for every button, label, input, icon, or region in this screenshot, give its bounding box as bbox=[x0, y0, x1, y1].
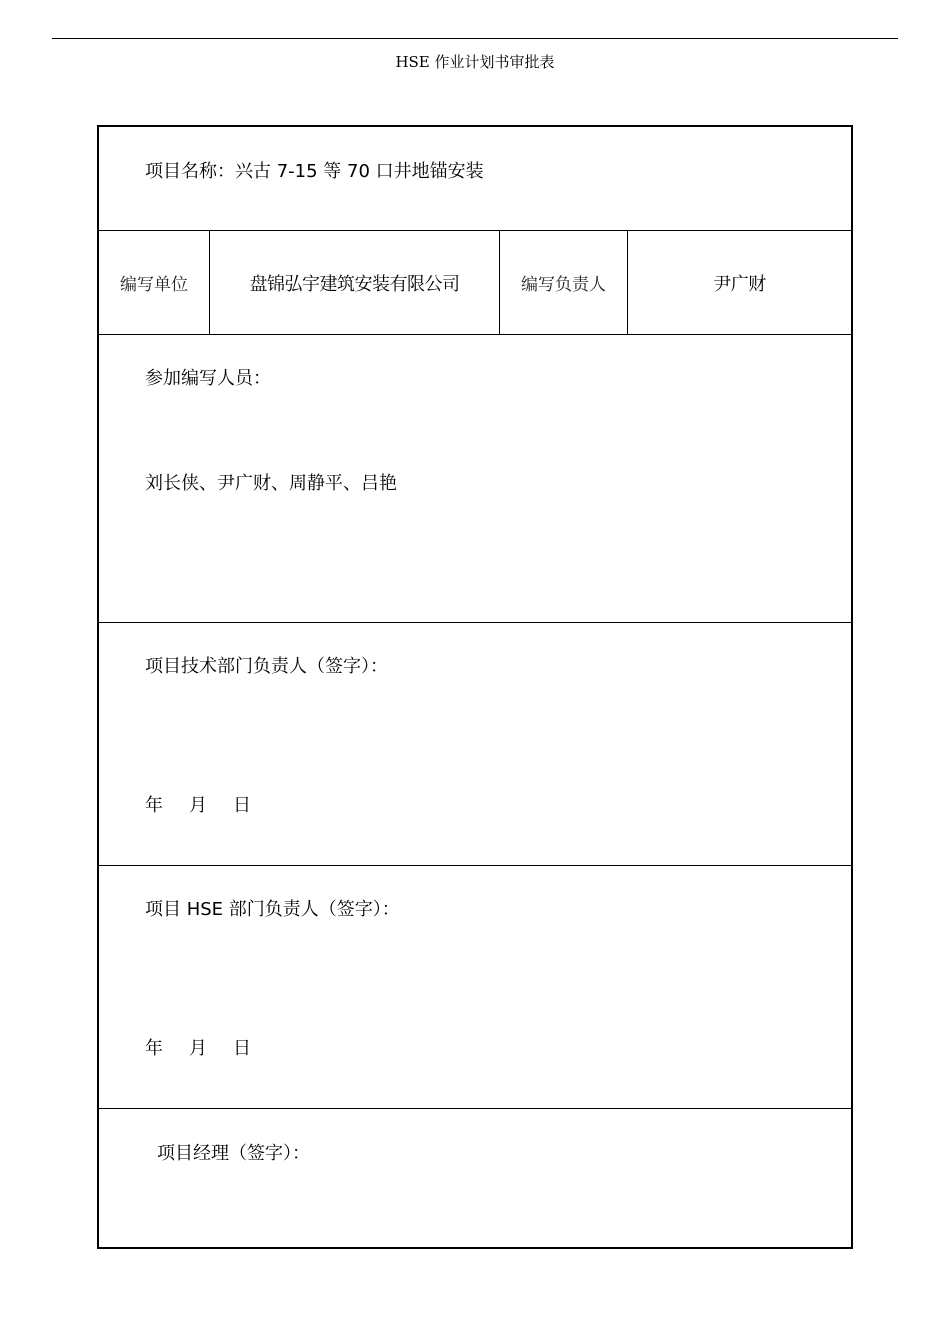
author-row bbox=[99, 230, 851, 334]
author-lead-value-cell bbox=[628, 231, 851, 334]
date-day: 日 bbox=[233, 795, 251, 816]
participants-label: 参加编写人员： bbox=[145, 368, 271, 389]
date-month: 月 bbox=[189, 1038, 207, 1059]
tech-dept-date bbox=[145, 794, 277, 818]
hse-dept-signature-row bbox=[99, 865, 851, 1108]
date-year: 年 bbox=[145, 795, 163, 816]
author-unit-label-cell bbox=[99, 231, 210, 334]
manager-signature-row bbox=[99, 1108, 851, 1249]
author-lead-value: 尹广财 bbox=[713, 273, 766, 295]
hse-dept-label: 项目 HSE 部门负责人（签字）： bbox=[145, 899, 400, 920]
author-unit-value: 盘锦弘宇建筑安装有限公司 bbox=[249, 273, 460, 295]
project-name-text: 项目名称：兴古 7-15 等 70 口井地锚安装 bbox=[145, 161, 484, 182]
author-unit-value-cell bbox=[210, 231, 500, 334]
tech-dept-label: 项目技术部门负责人（签字）： bbox=[145, 656, 388, 677]
page-title: HSE 作业计划书审批表 bbox=[395, 53, 555, 71]
author-unit-label: 编写单位 bbox=[120, 275, 188, 295]
date-year: 年 bbox=[145, 1038, 163, 1059]
participants-value: 刘长侠、尹广财、周静平、吕艳 bbox=[145, 473, 397, 494]
manager-label: 项目经理（签字）： bbox=[157, 1143, 310, 1164]
author-lead-label-cell bbox=[500, 231, 628, 334]
author-lead-label: 编写负责人 bbox=[521, 275, 606, 295]
hse-dept-date bbox=[145, 1037, 277, 1061]
project-name-row bbox=[99, 127, 851, 230]
date-month: 月 bbox=[189, 795, 207, 816]
participants-row bbox=[99, 334, 851, 622]
date-day: 日 bbox=[233, 1038, 251, 1059]
approval-form-table bbox=[97, 125, 853, 1249]
tech-dept-signature-row bbox=[99, 622, 851, 865]
header-rule bbox=[52, 38, 898, 39]
